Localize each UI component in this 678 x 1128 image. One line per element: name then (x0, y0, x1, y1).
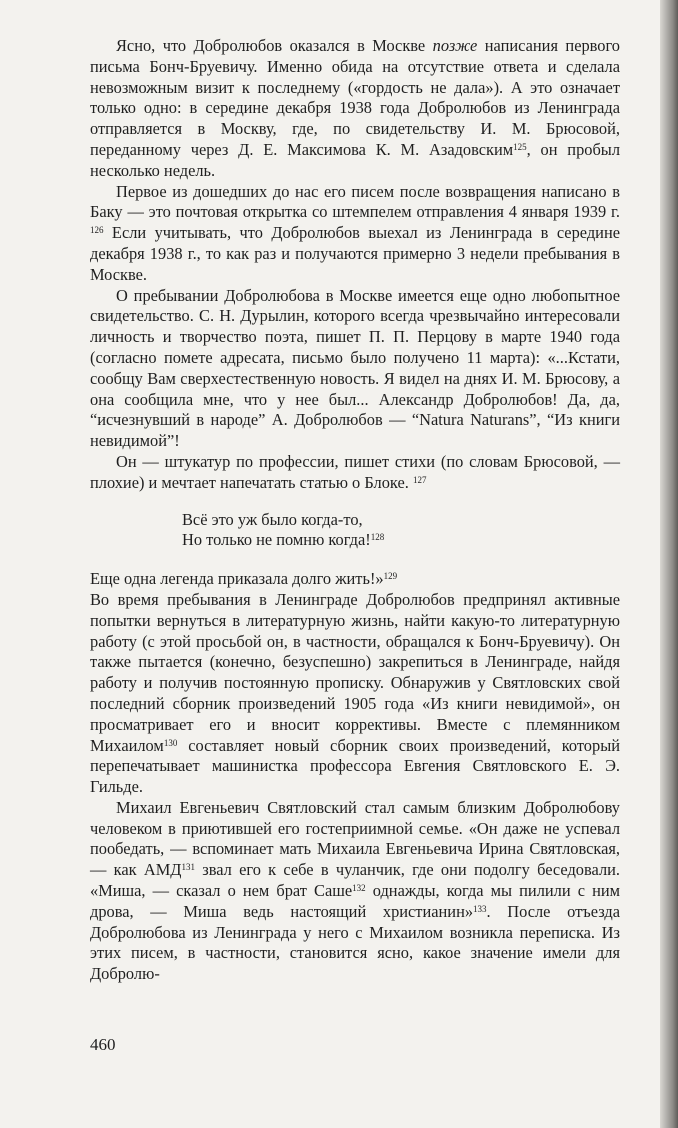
text-run: Ясно, что Добролюбов оказался в Москве (116, 36, 433, 55)
footnote-ref: 129 (383, 571, 398, 582)
footnote-ref: 131 (181, 862, 195, 873)
text-run: Он — штукатур по профессии, пишет стихи (по словам Брюсовой, — плохие) и мечтает напечатать статью о Блоке. (90, 451, 620, 492)
text-run: , он пробыл несколько недель. (90, 139, 620, 180)
footnote-ref: 130 (163, 737, 178, 748)
text-run: Во время пребывания в Ленинграде Добролюбов предпринял активные попытки вернуться в литературную жизнь, найти какую-то литературную работу (с этой просьбой он, в частности, обращался к Бонч-Бруевичу). Он также пытается (конечно, безуспешно) закрепиться в Ленинграде, найдя работу и получив постоянную прописку. Обнаружив у Святловских свой последний сборник произведений 1905 года «Из книги невидимой», он просматривает его и вносит коррективы. Вместе с племянником Михаилом (90, 589, 620, 755)
footnote-ref: 128 (370, 532, 385, 543)
paragraph (90, 798, 620, 985)
text-run: написания первого письма Бонч-Бруевичу. Именно обида на отсутствие ответа и сделала невозможным визит к последнему («гордость не дала»). А это означает только одно: в середине декабря 1938 года Добролюбов из Ленинграда отправляется в Москву, где, по свидетельству И. М. Брюсовой, переданному через Д. Е. Максимова К. М. Азадовским (90, 36, 620, 159)
italic-text: позже (432, 36, 478, 55)
footnote-ref: 132 (352, 883, 366, 894)
paragraph (90, 36, 620, 182)
page-number: 460 (90, 1035, 116, 1054)
text-run: однажды, когда мы пилили с ним дрова, — Миша ведь настоящий христианин» (90, 881, 620, 921)
footnote-ref: 126 (90, 225, 104, 236)
after-verse-line (90, 569, 620, 590)
text-run: Михаил Евгеньевич Святловский стал самым близким Добролюбову человеком в приютившей его гостеприимной семье. «Он даже не успевал пообедать, — вспоминает мать Михаила Евгеньевича Ирина Святловская, — как АМД (90, 797, 620, 880)
verse-line-2 (182, 530, 620, 551)
paragraph (90, 590, 620, 798)
verse-line-2-text: Но только не помню когда! (182, 530, 371, 550)
body-text (90, 36, 620, 985)
text-run: составляет новый сборник своих произведений, который перепечатывает машинистка профессора Евгения Святловского Е. Э. Гильде. (90, 735, 620, 797)
paragraphs-before-verse (90, 36, 620, 494)
text-run: Если учитывать, что Добролюбов выехал из Ленинграда в середине декабря 1938 г., то как раз и получаются примерно 3 недели пребывания в Москве. (90, 223, 620, 284)
verse-line-1: Всё это уж было когда-то, (182, 509, 363, 529)
paragraph (90, 182, 620, 286)
book-spine-shadow (660, 0, 678, 1128)
text-run: . После отъезда Добролюбова из Ленинграда у него с Михаилом возникла переписка. Из этих писем, в частности, становится ясно, какое значение имели для Добролю- (90, 901, 620, 984)
after-verse-text: Еще одна легенда приказала долго жить!» (90, 569, 384, 589)
text-run: звал его к себе в чуланчик, где они подолгу беседовали. «Миша, — сказал о нем брат Саше (90, 860, 620, 901)
paragraph (90, 286, 620, 452)
text-run: О пребывании Добролюбова в Москве имеется еще одно любопытное свидетельство. С. Н. Дурылин, которого всегда чрезвычайно интересовали личность и творчество поэта, пишет П. П. Перцову в марте 1940 года (согласно помете адресата, письмо было получено 11 марта): «...Кстати, сообщу Вам сверхестественную новость. Я видел на днях И. М. Брюсову, а она сообщила мне, что у нее был... Александр Добролюбов! Да, да, “исчезнувший в народе” А. Добролюбов — “Natura Naturans”, “Из книги невидимой”! (90, 285, 620, 451)
paragraphs-after-verse (90, 590, 620, 985)
footnote-ref: 133 (473, 903, 487, 914)
footnote-ref: 127 (412, 474, 427, 485)
text-run: Первое из дошедших до нас его писем после возвращения написано в Баку — это почтовая открытка со штемпелем отправления 4 января 1939 г. (90, 181, 620, 222)
paragraph (90, 452, 620, 494)
verse-quote (182, 510, 620, 552)
footnote-ref: 125 (513, 142, 527, 153)
